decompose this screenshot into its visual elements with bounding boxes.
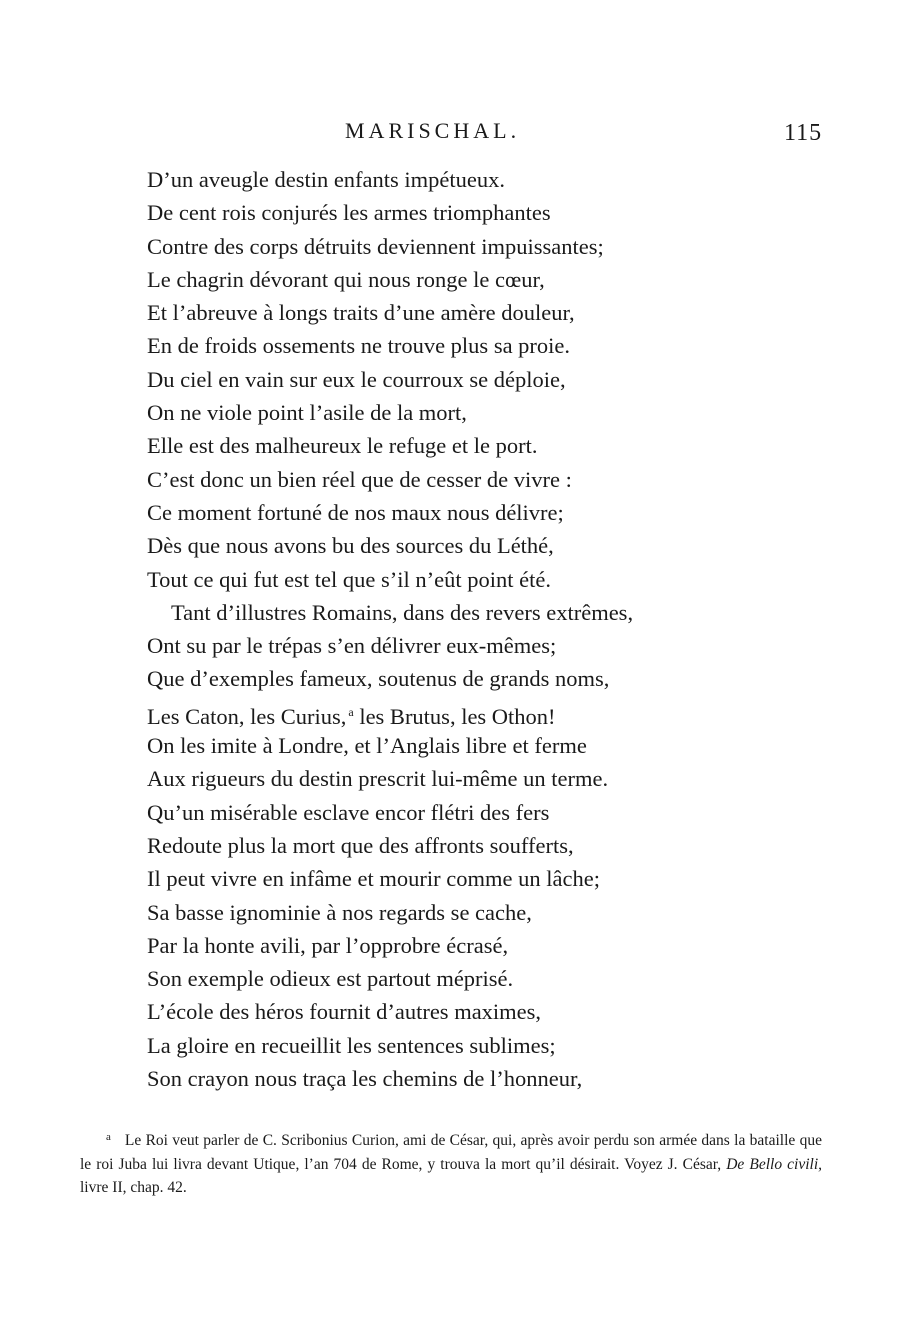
verse-line: L’école des héros fournit d’autres maximes, bbox=[147, 999, 542, 1025]
verse-line: La gloire en recueillit les sentences sublimes; bbox=[147, 1032, 556, 1058]
verse-line: Sa basse ignominie à nos regards se cache, bbox=[147, 899, 532, 925]
verse-line: Par la honte avili, par l’opprobre écrasé, bbox=[147, 932, 509, 958]
verse-line: Ce moment fortuné de nos maux nous délivre; bbox=[147, 499, 564, 525]
verse-text: Les Caton, les Curius, bbox=[147, 703, 347, 729]
verse-line: Il peut vivre en infâme et mourir comme un lâche; bbox=[147, 866, 600, 892]
verse-line: De cent rois conjurés les armes triomphantes bbox=[147, 200, 551, 226]
verse-line: Dès que nous avons bu des sources du Léthé, bbox=[147, 533, 554, 559]
verse-line: D’un aveugle destin enfants impétueux. bbox=[147, 167, 506, 192]
verse-line-with-note bbox=[147, 696, 767, 729]
footnote-text-end: livre II, chap. 42. bbox=[80, 1179, 187, 1196]
footnote bbox=[80, 1126, 822, 1200]
verse-line: Tout ce qui fut est tel que s’il n’eût point été. bbox=[147, 566, 551, 592]
verse-line: Qu’un misérable esclave encor flétri des fers bbox=[147, 799, 550, 825]
footnote-reference: a bbox=[348, 704, 354, 719]
verse-line: C’est donc un bien réel que de cesser de vivre : bbox=[147, 466, 572, 492]
verse-line: On ne viole point l’asile de la mort, bbox=[147, 400, 467, 426]
verse-line: On les imite à Londre, et l’Anglais libre et ferme bbox=[147, 733, 587, 759]
verse-line: Que d’exemples fameux, soutenus de grands noms, bbox=[147, 666, 610, 692]
footnote-text: Le Roi veut parler de C. Scribonius Curion, ami de César, qui, après avoir perdu son armée dans la bataille que le roi Juba lui livra devant Utique, l’an 704 de Rome, y trouva la mort qu’il désirait. Voyez J. César, bbox=[80, 1132, 822, 1173]
verse-line: Contre des corps détruits deviennent impuissantes; bbox=[147, 233, 604, 259]
verse-line: Du ciel en vain sur eux le courroux se déploie, bbox=[147, 366, 566, 392]
running-title: MARISCHAL. bbox=[345, 118, 521, 143]
verse-line: En de froids ossements ne trouve plus sa proie. bbox=[147, 333, 571, 359]
verse-line: Elle est des malheureux le refuge et le port. bbox=[147, 433, 538, 459]
poem-verses bbox=[147, 163, 767, 1095]
page-number: 115 bbox=[784, 120, 823, 146]
verse-line: Le chagrin dévorant qui nous ronge le cœur, bbox=[147, 266, 545, 292]
verse-text-continued: les Brutus, les Othon! bbox=[353, 703, 556, 729]
footnote-mark: a bbox=[106, 1131, 111, 1143]
verse-line: Redoute plus la mort que des affronts soufferts, bbox=[147, 832, 574, 858]
verse-line-indented: Tant d’illustres Romains, dans des revers extrêmes, bbox=[171, 599, 634, 625]
verse-line: Son crayon nous traça les chemins de l’honneur, bbox=[147, 1066, 583, 1092]
verse-line: Aux rigueurs du destin prescrit lui-même un terme. bbox=[147, 766, 609, 792]
footnote-italic-title: De Bello civili, bbox=[726, 1155, 822, 1173]
verse-line: Et l’abreuve à longs traits d’une amère douleur, bbox=[147, 300, 575, 326]
verse-line: Ont su par le trépas s’en délivrer eux-mêmes; bbox=[147, 633, 557, 659]
verse-line: Son exemple odieux est partout méprisé. bbox=[147, 966, 514, 992]
